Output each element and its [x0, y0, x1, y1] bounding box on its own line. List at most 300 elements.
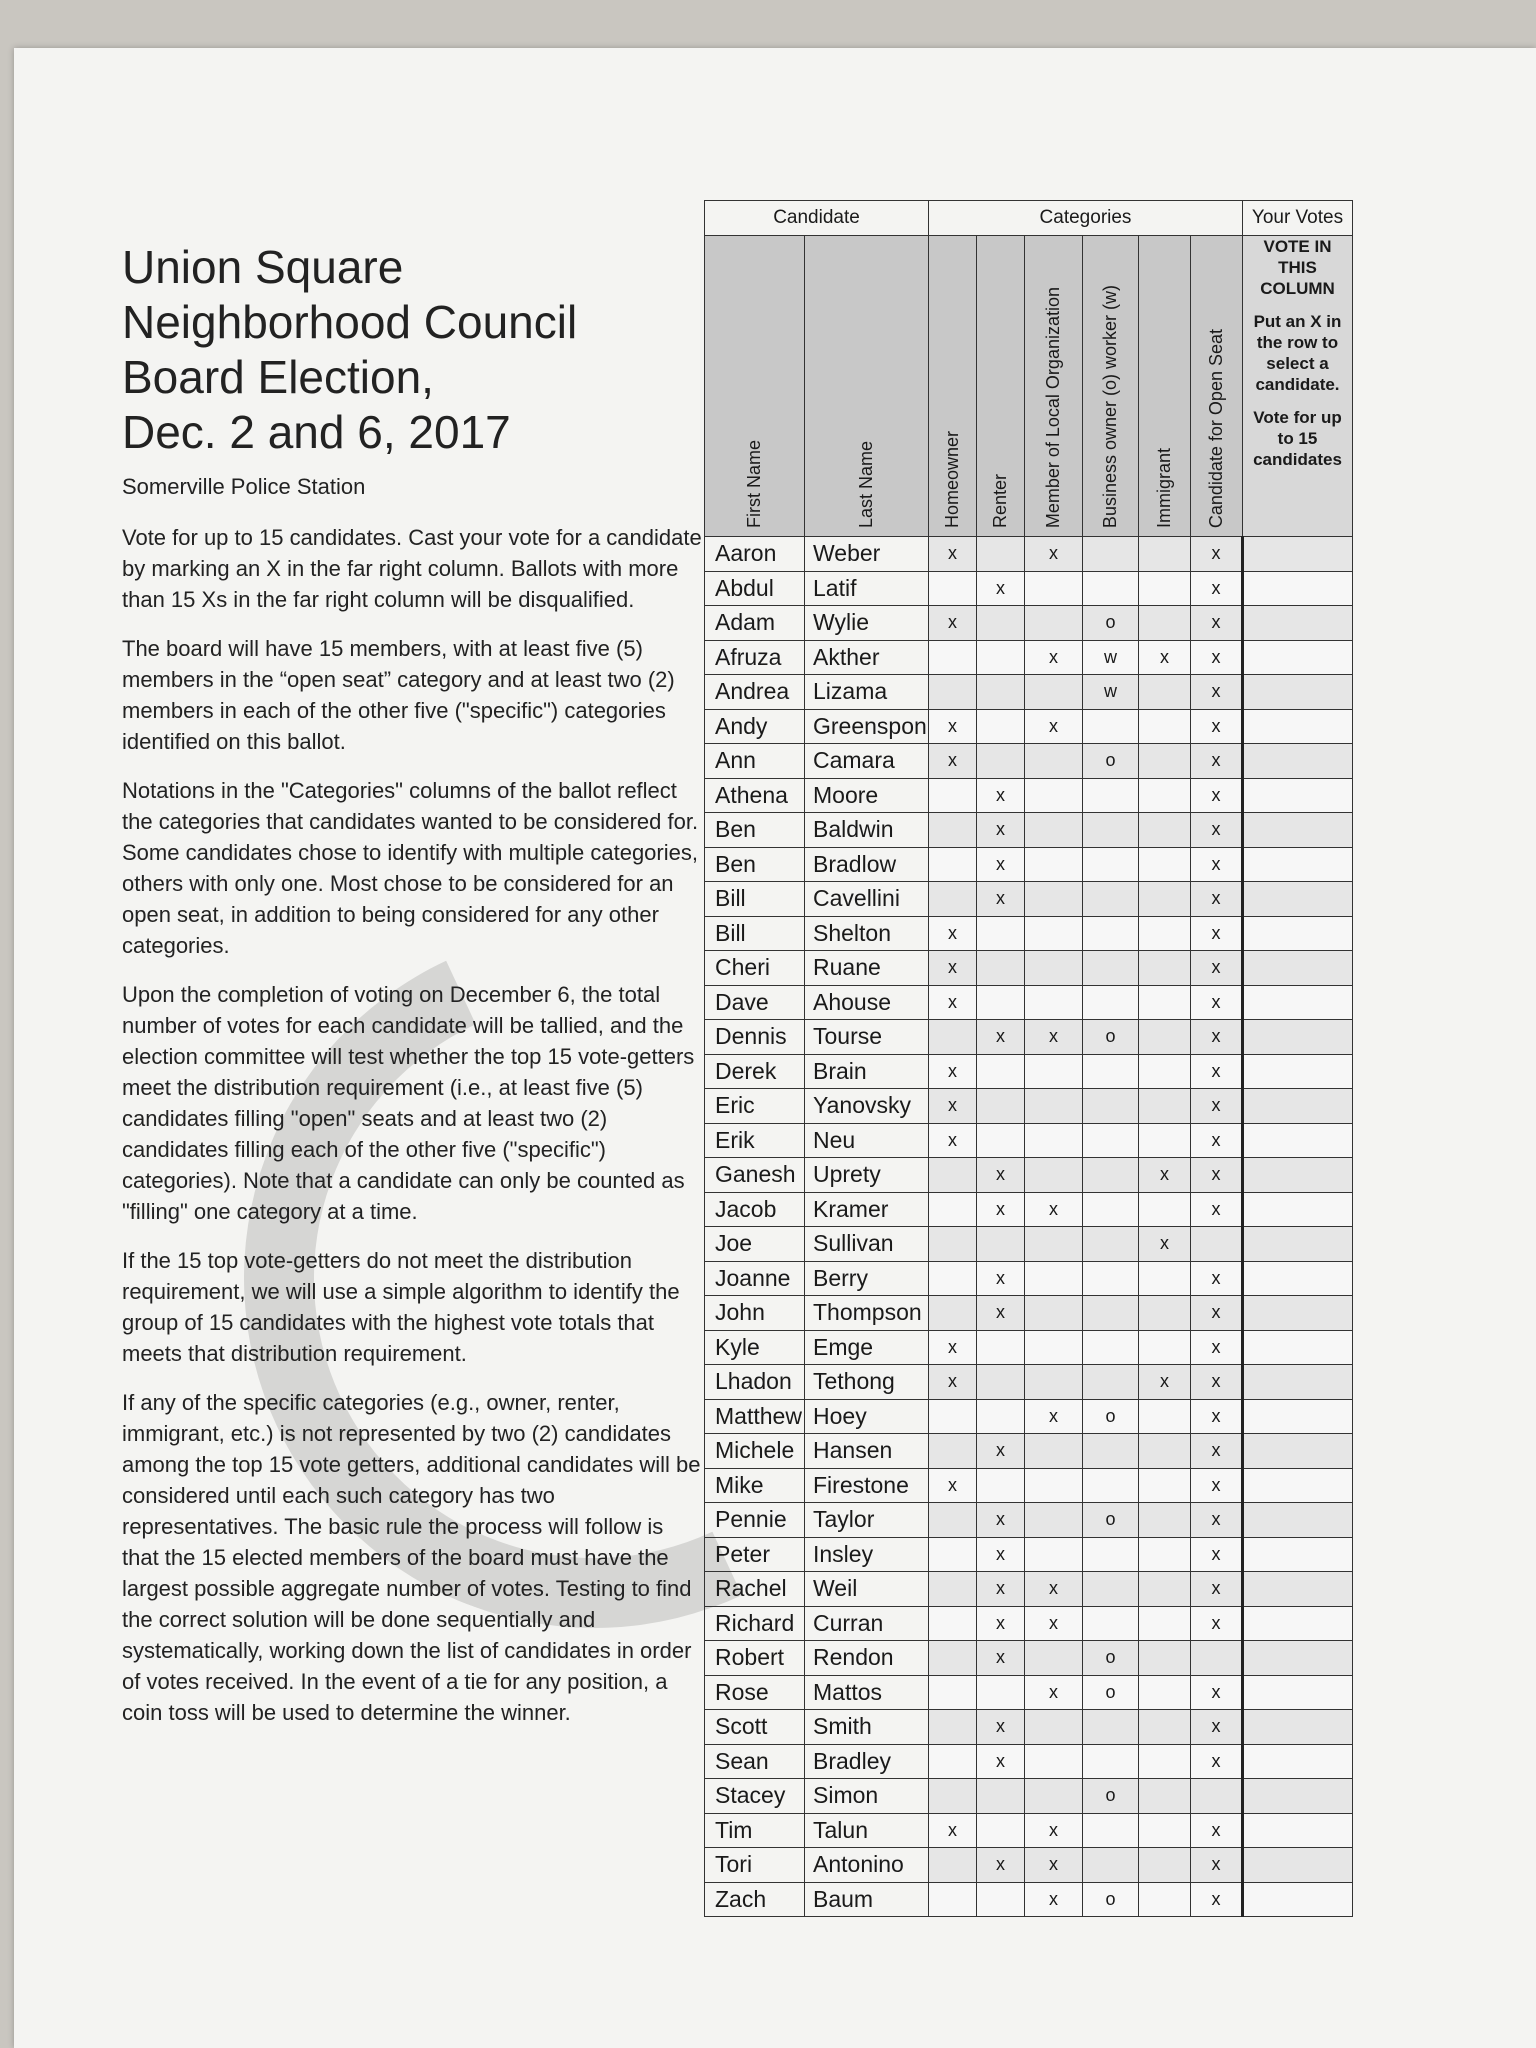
category-mark-cell: x: [1025, 1675, 1083, 1710]
category-mark-cell: [1083, 1468, 1139, 1503]
vote-cell[interactable]: [1243, 606, 1353, 641]
candidate-row: [705, 1779, 1353, 1814]
category-mark-cell: [1139, 1779, 1191, 1814]
category-mark-cell: x: [1191, 1158, 1243, 1193]
vote-cell[interactable]: [1243, 1261, 1353, 1296]
last-name-cell: Thompson: [805, 1296, 929, 1331]
category-mark-cell: [1191, 1641, 1243, 1676]
candidate-row: [705, 571, 1353, 606]
candidate-row: [705, 916, 1353, 951]
category-mark-cell: x: [1139, 1365, 1191, 1400]
location: Somerville Police Station: [122, 474, 366, 499]
vote-cell[interactable]: [1243, 1503, 1353, 1538]
category-header-open-seat: Candidate for Open Seat: [1191, 236, 1243, 537]
category-mark-cell: [1083, 1330, 1139, 1365]
category-mark-cell: x: [1191, 1020, 1243, 1055]
instruction-paragraph: Notations in the "Categories" columns of the ballot reflect the categories that candidates wanted to be considered for. Some candidates chose to identify with multiple categories, others with only one. Most chose to be considered for an open seat, in addition to being considered for any other categories.: [122, 778, 699, 958]
category-mark-cell: [1083, 1158, 1139, 1193]
title-line: Union Square: [122, 241, 404, 293]
category-mark-cell: x: [929, 951, 977, 986]
last-name-cell: Berry: [805, 1261, 929, 1296]
category-mark-cell: [1139, 744, 1191, 779]
category-mark-cell: [1025, 847, 1083, 882]
category-mark-cell: [977, 1227, 1025, 1262]
first-name-cell: Bill: [705, 882, 805, 917]
category-mark-cell: x: [1191, 847, 1243, 882]
category-mark-cell: w: [1083, 675, 1139, 710]
candidate-row: [705, 1468, 1353, 1503]
category-mark-cell: x: [1191, 1399, 1243, 1434]
category-mark-cell: [1139, 1503, 1191, 1538]
category-mark-cell: [1191, 1779, 1243, 1814]
category-mark-cell: [929, 847, 977, 882]
category-mark-cell: [1025, 744, 1083, 779]
last-name-cell: Moore: [805, 778, 929, 813]
category-mark-cell: x: [1191, 1744, 1243, 1779]
category-mark-cell: [1083, 1365, 1139, 1400]
category-mark-cell: [1083, 1710, 1139, 1745]
category-mark-cell: [1139, 1710, 1191, 1745]
category-mark-cell: [1139, 951, 1191, 986]
last-name-cell: Greenspon: [805, 709, 929, 744]
first-name-cell: Richard: [705, 1606, 805, 1641]
candidate-table: [704, 200, 1353, 1917]
category-mark-cell: [929, 882, 977, 917]
vote-cell[interactable]: [1243, 1434, 1353, 1469]
category-mark-cell: o: [1083, 1020, 1139, 1055]
category-mark-cell: [1139, 1054, 1191, 1089]
category-mark-cell: x: [977, 1572, 1025, 1607]
category-mark-cell: [1139, 778, 1191, 813]
category-mark-cell: [1083, 709, 1139, 744]
category-mark-cell: [1083, 1192, 1139, 1227]
category-mark-cell: [1025, 1434, 1083, 1469]
first-name-cell: Robert: [705, 1641, 805, 1676]
candidate-row: [705, 1434, 1353, 1469]
category-mark-cell: [1191, 1227, 1243, 1262]
last-name-cell: Brain: [805, 1054, 929, 1089]
category-mark-cell: x: [1025, 1813, 1083, 1848]
category-mark-cell: [1139, 1020, 1191, 1055]
category-mark-cell: x: [929, 744, 977, 779]
category-mark-cell: [1139, 882, 1191, 917]
category-mark-cell: [1025, 813, 1083, 848]
last-name-cell: Curran: [805, 1606, 929, 1641]
category-mark-cell: x: [977, 778, 1025, 813]
first-name-cell: Cheri: [705, 951, 805, 986]
category-header-homeowner: Homeowner: [929, 236, 977, 537]
category-mark-cell: [1025, 1261, 1083, 1296]
last-name-cell: Hoey: [805, 1399, 929, 1434]
candidate-rows: [705, 537, 1353, 1917]
category-mark-cell: o: [1083, 1503, 1139, 1538]
candidate-row: [705, 1365, 1353, 1400]
categories-group-header: Categories: [929, 201, 1243, 236]
vote-cell[interactable]: [1243, 1227, 1353, 1262]
vote-cell[interactable]: [1243, 778, 1353, 813]
category-mark-cell: [929, 1572, 977, 1607]
first-name-cell: Abdul: [705, 571, 805, 606]
category-mark-cell: [1083, 1089, 1139, 1124]
category-mark-cell: x: [1191, 675, 1243, 710]
vote-cell[interactable]: [1243, 744, 1353, 779]
first-name-header: First Name: [705, 236, 805, 537]
candidate-row: [705, 675, 1353, 710]
category-mark-cell: [1139, 1296, 1191, 1331]
category-mark-cell: x: [1191, 1123, 1243, 1158]
category-mark-cell: [929, 1675, 977, 1710]
category-mark-cell: [1025, 606, 1083, 641]
vote-cell[interactable]: [1243, 1848, 1353, 1883]
category-mark-cell: [1139, 1399, 1191, 1434]
category-mark-cell: [1025, 1503, 1083, 1538]
category-mark-cell: x: [1191, 1296, 1243, 1331]
instruction-paragraph: The board will have 15 members, with at least five (5) members in the “open seat” category and at least two (2) members in each of the other five ("specific") categories identified on this ballot.: [122, 636, 675, 754]
category-mark-cell: [929, 1710, 977, 1745]
page-title: [122, 240, 702, 460]
category-mark-cell: [929, 1606, 977, 1641]
first-name-cell: Scott: [705, 1710, 805, 1745]
first-name-cell: Derek: [705, 1054, 805, 1089]
category-mark-cell: x: [1191, 606, 1243, 641]
category-mark-cell: x: [1025, 1606, 1083, 1641]
category-mark-cell: [1025, 951, 1083, 986]
candidate-row: [705, 1192, 1353, 1227]
vote-cell[interactable]: [1243, 1675, 1353, 1710]
category-mark-cell: [1083, 1296, 1139, 1331]
category-mark-cell: [977, 606, 1025, 641]
vote-cell[interactable]: [1243, 537, 1353, 572]
category-mark-cell: x: [1191, 537, 1243, 572]
category-mark-cell: x: [1191, 1192, 1243, 1227]
vote-cell[interactable]: [1243, 1882, 1353, 1917]
last-name-cell: Rendon: [805, 1641, 929, 1676]
category-mark-cell: x: [929, 1468, 977, 1503]
first-name-cell: Bill: [705, 916, 805, 951]
vote-cell[interactable]: [1243, 1399, 1353, 1434]
vote-cell[interactable]: [1243, 951, 1353, 986]
category-mark-cell: [1083, 813, 1139, 848]
category-mark-cell: [977, 1365, 1025, 1400]
category-mark-cell: o: [1083, 1882, 1139, 1917]
vote-cell[interactable]: [1243, 1468, 1353, 1503]
vote-cell[interactable]: [1243, 1572, 1353, 1607]
category-mark-cell: [1083, 571, 1139, 606]
category-mark-cell: [977, 985, 1025, 1020]
vote-cell[interactable]: [1243, 847, 1353, 882]
category-mark-cell: [1025, 1158, 1083, 1193]
category-mark-cell: x: [1191, 640, 1243, 675]
vote-cell[interactable]: [1243, 1641, 1353, 1676]
category-mark-cell: x: [1139, 640, 1191, 675]
vote-cell[interactable]: [1243, 985, 1353, 1020]
candidate-row: [705, 778, 1353, 813]
category-mark-cell: [929, 813, 977, 848]
category-mark-cell: [1139, 537, 1191, 572]
category-mark-cell: x: [977, 1020, 1025, 1055]
last-name-cell: Weber: [805, 537, 929, 572]
last-name-cell: Weil: [805, 1572, 929, 1607]
category-mark-cell: [1025, 1089, 1083, 1124]
last-name-cell: Camara: [805, 744, 929, 779]
category-mark-cell: [929, 1779, 977, 1814]
vote-cell[interactable]: [1243, 1813, 1353, 1848]
category-mark-cell: x: [1191, 709, 1243, 744]
last-name-cell: Insley: [805, 1537, 929, 1572]
category-mark-cell: [929, 1503, 977, 1538]
candidate-row: [705, 1813, 1353, 1848]
category-mark-cell: [1083, 1848, 1139, 1883]
category-mark-cell: x: [1191, 1503, 1243, 1538]
candidate-row: [705, 1330, 1353, 1365]
vote-header-instruction: Put an X in the row to select a candidate.: [1253, 312, 1342, 394]
first-name-cell: Rose: [705, 1675, 805, 1710]
vote-cell[interactable]: [1243, 1089, 1353, 1124]
category-mark-cell: [977, 744, 1025, 779]
first-name-cell: Dennis: [705, 1020, 805, 1055]
vote-cell[interactable]: [1243, 1606, 1353, 1641]
category-mark-cell: [929, 571, 977, 606]
category-mark-cell: [1083, 1261, 1139, 1296]
category-header-business: Business owner (o) worker (w): [1083, 236, 1139, 537]
first-name-cell: Andrea: [705, 675, 805, 710]
category-mark-cell: [929, 1744, 977, 1779]
vote-cell[interactable]: [1243, 1192, 1353, 1227]
category-mark-cell: x: [1191, 1675, 1243, 1710]
category-mark-cell: [1139, 1675, 1191, 1710]
category-mark-cell: x: [1025, 1399, 1083, 1434]
category-mark-cell: [977, 537, 1025, 572]
category-mark-cell: [1139, 1572, 1191, 1607]
category-mark-cell: [929, 1641, 977, 1676]
category-mark-cell: [1083, 1572, 1139, 1607]
first-name-cell: Erik: [705, 1123, 805, 1158]
first-name-cell: Dave: [705, 985, 805, 1020]
vote-cell[interactable]: [1243, 1158, 1353, 1193]
category-mark-cell: x: [977, 847, 1025, 882]
category-mark-cell: x: [977, 1606, 1025, 1641]
first-name-cell: Eric: [705, 1089, 805, 1124]
candidate-row: [705, 1503, 1353, 1538]
category-mark-cell: [1083, 1537, 1139, 1572]
category-mark-cell: x: [977, 1641, 1025, 1676]
category-mark-cell: [1139, 1468, 1191, 1503]
category-mark-cell: [1139, 1261, 1191, 1296]
vote-cell[interactable]: [1243, 1123, 1353, 1158]
category-mark-cell: [929, 1261, 977, 1296]
category-mark-cell: x: [1025, 1192, 1083, 1227]
category-mark-cell: [929, 1434, 977, 1469]
category-mark-cell: [977, 1054, 1025, 1089]
vote-cell[interactable]: [1243, 709, 1353, 744]
last-name-cell: Lizama: [805, 675, 929, 710]
category-mark-cell: x: [977, 1503, 1025, 1538]
first-name-cell: Adam: [705, 606, 805, 641]
first-name-cell: Ben: [705, 813, 805, 848]
candidate-row: [705, 1641, 1353, 1676]
first-name-cell: Matthew: [705, 1399, 805, 1434]
category-mark-cell: x: [1191, 1468, 1243, 1503]
instruction-paragraph: Vote for up to 15 candidates. Cast your vote for a candidate by marking an X in the far right column. Ballots with more than 15 Xs in the far right column will be disqualified.: [122, 525, 702, 612]
ballot-paper: [14, 48, 1536, 2048]
last-name-cell: Tethong: [805, 1365, 929, 1400]
category-mark-cell: x: [929, 1330, 977, 1365]
category-mark-cell: [1139, 985, 1191, 1020]
last-name-cell: Yanovsky: [805, 1089, 929, 1124]
last-name-cell: Ruane: [805, 951, 929, 986]
category-mark-cell: [1025, 1744, 1083, 1779]
category-mark-cell: x: [929, 537, 977, 572]
category-mark-cell: [929, 778, 977, 813]
last-name-cell: Baum: [805, 1882, 929, 1917]
vote-cell[interactable]: [1243, 882, 1353, 917]
category-mark-cell: [1025, 778, 1083, 813]
instruction-paragraph: If any of the specific categories (e.g., owner, renter, immigrant, etc.) is not represented by two (2) candidates among the top 15 vote getters, additional candidates will be considered until each such category has two representatives. The basic rule the process will follow is that the 15 elected members of the board must have the largest possible aggregate number of votes. Testing to find the correct solution will be done sequentially and systematically, working down the list of candidates in order of votes received. In the event of a tie for any position, a coin toss will be used to determine the winner.: [122, 1390, 701, 1725]
category-mark-cell: [1025, 1779, 1083, 1814]
first-name-cell: Lhadon: [705, 1365, 805, 1400]
category-mark-cell: o: [1083, 1675, 1139, 1710]
category-mark-cell: [1025, 1468, 1083, 1503]
vote-cell[interactable]: [1243, 1020, 1353, 1055]
vote-cell[interactable]: [1243, 1054, 1353, 1089]
vote-cell[interactable]: [1243, 1710, 1353, 1745]
first-name-cell: Joanne: [705, 1261, 805, 1296]
category-mark-cell: o: [1083, 1641, 1139, 1676]
category-mark-cell: [1025, 1330, 1083, 1365]
last-name-cell: Shelton: [805, 916, 929, 951]
category-mark-cell: x: [929, 1813, 977, 1848]
category-mark-cell: x: [929, 1123, 977, 1158]
category-mark-cell: x: [1191, 1606, 1243, 1641]
first-name-cell: Pennie: [705, 1503, 805, 1538]
category-mark-cell: x: [977, 882, 1025, 917]
category-mark-cell: [929, 1227, 977, 1262]
category-mark-cell: [929, 1296, 977, 1331]
last-name-cell: Ahouse: [805, 985, 929, 1020]
your-votes-group-header: Your Votes: [1243, 201, 1353, 236]
vote-header-title: VOTE IN THIS COLUMN: [1260, 237, 1335, 298]
category-mark-cell: [1139, 1882, 1191, 1917]
category-mark-cell: x: [1191, 1710, 1243, 1745]
category-mark-cell: [1083, 1434, 1139, 1469]
category-mark-cell: [1139, 1813, 1191, 1848]
category-mark-cell: [929, 1537, 977, 1572]
title-line: Board Election,: [122, 351, 434, 403]
candidate-row: [705, 1606, 1353, 1641]
category-mark-cell: x: [1139, 1158, 1191, 1193]
category-mark-cell: x: [929, 709, 977, 744]
category-mark-cell: x: [977, 571, 1025, 606]
candidate-row: [705, 1089, 1353, 1124]
vote-cell[interactable]: [1243, 813, 1353, 848]
title-line: Neighborhood Council: [122, 296, 578, 348]
category-mark-cell: [1139, 675, 1191, 710]
instruction-paragraph: Upon the completion of voting on December 6, the total number of votes for each candidate will be tallied, and the election committee will test whether the top 15 vote-getters meet the distribution requirement (i.e., at least five (5) candidates filling "open" seats and at least two (2) candidates filling each of the other five ("specific") categories). Note that a candidate can only be counted as "filling" one category at a time.: [122, 982, 695, 1224]
category-mark-cell: x: [1191, 744, 1243, 779]
candidate-row: [705, 882, 1353, 917]
category-mark-cell: x: [1191, 1261, 1243, 1296]
category-mark-cell: [1139, 916, 1191, 951]
last-name-cell: Kramer: [805, 1192, 929, 1227]
last-name-cell: Taylor: [805, 1503, 929, 1538]
last-name-cell: Firestone: [805, 1468, 929, 1503]
candidate-row: [705, 1675, 1353, 1710]
last-name-cell: Akther: [805, 640, 929, 675]
last-name-cell: Talun: [805, 1813, 929, 1848]
category-mark-cell: [977, 640, 1025, 675]
vote-cell[interactable]: [1243, 1365, 1353, 1400]
category-mark-cell: x: [1025, 1882, 1083, 1917]
vote-cell[interactable]: [1243, 1330, 1353, 1365]
category-mark-cell: x: [1191, 1537, 1243, 1572]
vote-header-limit: Vote for up to 15 candidates: [1253, 408, 1342, 469]
first-name-cell: Zach: [705, 1882, 805, 1917]
vote-cell[interactable]: [1243, 571, 1353, 606]
vote-cell[interactable]: [1243, 916, 1353, 951]
vote-cell[interactable]: [1243, 1744, 1353, 1779]
category-mark-cell: [1139, 1192, 1191, 1227]
vote-cell[interactable]: [1243, 640, 1353, 675]
category-mark-cell: x: [1191, 1848, 1243, 1883]
category-mark-cell: x: [977, 1848, 1025, 1883]
category-mark-cell: [1139, 813, 1191, 848]
candidate-row: [705, 709, 1353, 744]
category-mark-cell: x: [977, 1296, 1025, 1331]
category-mark-cell: x: [1191, 1365, 1243, 1400]
candidate-row: [705, 537, 1353, 572]
category-mark-cell: w: [1083, 640, 1139, 675]
candidate-row: [705, 1054, 1353, 1089]
category-mark-cell: [977, 1882, 1025, 1917]
category-mark-cell: [929, 1882, 977, 1917]
category-mark-cell: [977, 1468, 1025, 1503]
vote-column-header: [1243, 236, 1353, 537]
candidate-row: [705, 1123, 1353, 1158]
first-name-cell: Andy: [705, 709, 805, 744]
first-name-cell: Tim: [705, 1813, 805, 1848]
last-name-cell: Sullivan: [805, 1227, 929, 1262]
vote-cell[interactable]: [1243, 1779, 1353, 1814]
category-mark-cell: x: [929, 916, 977, 951]
vote-cell[interactable]: [1243, 1537, 1353, 1572]
category-mark-cell: [1139, 1434, 1191, 1469]
category-header-renter: Renter: [977, 236, 1025, 537]
category-mark-cell: [929, 675, 977, 710]
first-name-cell: Ben: [705, 847, 805, 882]
category-mark-cell: [929, 1158, 977, 1193]
category-mark-cell: x: [1191, 1089, 1243, 1124]
vote-cell[interactable]: [1243, 1296, 1353, 1331]
category-mark-cell: [1083, 1744, 1139, 1779]
category-mark-cell: x: [1191, 571, 1243, 606]
vote-cell[interactable]: [1243, 675, 1353, 710]
category-mark-cell: x: [929, 1089, 977, 1124]
last-name-cell: Hansen: [805, 1434, 929, 1469]
category-mark-cell: [1083, 778, 1139, 813]
category-mark-cell: o: [1083, 606, 1139, 641]
category-mark-cell: x: [929, 1365, 977, 1400]
category-mark-cell: [1025, 882, 1083, 917]
category-mark-cell: x: [977, 813, 1025, 848]
category-mark-cell: [1139, 1641, 1191, 1676]
category-mark-cell: [1025, 1227, 1083, 1262]
first-name-cell: Michele: [705, 1434, 805, 1469]
first-name-cell: Rachel: [705, 1572, 805, 1607]
first-name-cell: Stacey: [705, 1779, 805, 1814]
last-name-cell: Cavellini: [805, 882, 929, 917]
category-mark-cell: x: [929, 606, 977, 641]
category-mark-cell: x: [1025, 709, 1083, 744]
